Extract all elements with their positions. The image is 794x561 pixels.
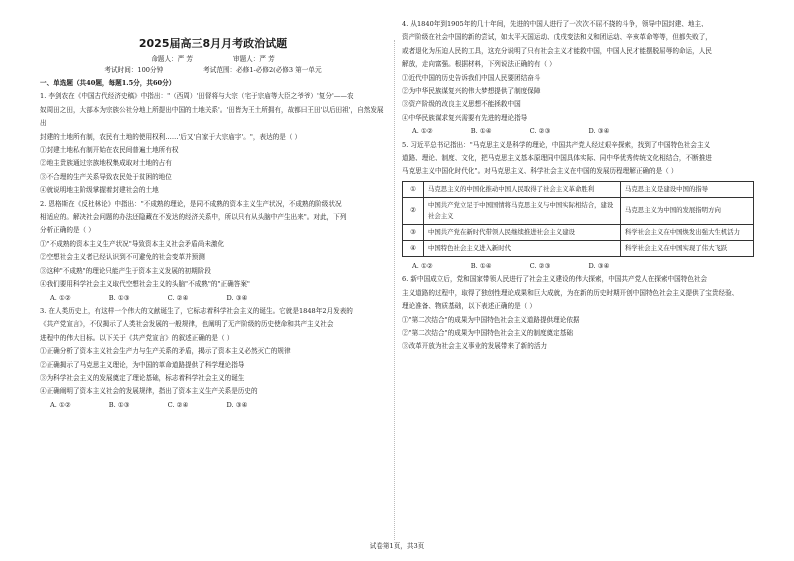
q2-line: 相适应的。解决社会问题的办法还隐藏在不发达的经济关系中，所以只有从头脑中产生出来"。对此，下列 xyxy=(40,213,347,222)
row-conclusion: 马克思主义为中国的发展指明方向 xyxy=(621,197,754,224)
choice-b: B. ①④ xyxy=(470,127,492,136)
choice-d: D. ③④ xyxy=(588,261,610,270)
row-statement: 中国共产党立足于中国国情将马克思主义与中国实际相结合，建设社会主义 xyxy=(424,197,621,224)
table-row xyxy=(403,240,754,256)
q1-line: 1. 李剑农在《中国古代经济史稿》中指出："（西周）'田督将与大宗（宅于宗庙等大臣之爷爷）'复分'——农 xyxy=(40,92,354,101)
row-conclusion: 科学社会主义在中国焕发出强大生机活力 xyxy=(621,224,754,240)
question-1 xyxy=(40,90,386,197)
q2-option: ④我们要用科学社会主义取代空想社会主义的头脑"不成熟"的"正确答案" xyxy=(40,280,250,289)
table-row xyxy=(403,181,754,197)
q1-option: ②地主贵族通过宗族地权集成取对土地的占有 xyxy=(40,159,172,168)
exam-title: 2025届高三8月月考政治试题 xyxy=(138,37,288,50)
q6-option: ②"第二次结合"的成果为中国特色社会主义的制度奠定基础 xyxy=(402,328,573,337)
row-conclusion: 科学社会主义在中国实现了伟大飞跃 xyxy=(621,240,754,256)
row-number: ② xyxy=(403,197,424,224)
q4-option: ③资产阶级的改良主义思想不能拯救中国 xyxy=(402,100,521,109)
q5-line: 马克思主义中国化时代化"。对马克思主义、科学社会主义在中国的发展历程理解正确的是（ ） xyxy=(402,167,678,176)
row-number: ① xyxy=(403,181,424,197)
q3-line: 进程中的伟大目标。以下关于《共产党宣言》的叙述正确的是（ ） xyxy=(40,333,234,342)
q6-option: ①"第二次结合"的成果为中国特色社会主义道路提供理论依据 xyxy=(402,315,580,324)
choice-a: A. ①② xyxy=(412,127,433,136)
q4-option: ④中华民族谋求复兴需要有先进的理论指导 xyxy=(402,113,528,122)
question-5 xyxy=(402,139,754,274)
q6-line: 理论准备、物质基础，以下表述正确的是（ ） xyxy=(402,302,536,311)
exam-time: 考试时间：100分钟 xyxy=(104,66,164,74)
q3-option: ②正确揭示了马克思主义理论，为中国的革命道路提供了科学理论指导 xyxy=(40,360,245,369)
q2-option: ③这种"不成熟"的理论只能产生于资本主义发展的初期阶段 xyxy=(40,266,211,275)
choice-a: A. ①② xyxy=(50,293,71,302)
q2-option: ②空想社会主义者已经认识到不可避免的社会变革并预测 xyxy=(40,253,205,262)
exam-scope: 考试范围：必修1-必修2(必修3 第一单元 xyxy=(203,66,322,74)
choice-a: A. ①② xyxy=(50,400,71,409)
q4-line: 解放，走向富强。根据材料，下列说法正确的有（ ） xyxy=(402,60,556,69)
q6-line: 主义道路的过程中，取得了独创性理论成果和巨大成就，为在新的历史时期开创中国特色社会主义提供了宝贵经验、 xyxy=(402,288,739,297)
reviewer-label: 审题人：严 芳 xyxy=(233,55,275,63)
q3-line: 《共产党宣言》，不仅揭示了人类社会发展的一般规律，也阐明了无产阶级的历史使命和共产主义社会 xyxy=(40,320,334,329)
section-heading: 一、单选题（共40题，每题1.5分，共60分） xyxy=(40,79,176,87)
q4-line: 4. 从1840年到1905年的几十年间，先进的中国人进行了一次次不屈不挠的斗争，领导中国封建、地主、 xyxy=(402,20,708,28)
row-statement: 中国特色社会主义进入新时代 xyxy=(424,240,621,256)
left-column xyxy=(40,18,386,412)
row-statement: 中国共产党在新时代带领人民继续推进社会主义建设 xyxy=(424,224,621,240)
choice-d: D. ③④ xyxy=(226,400,248,409)
choice-b: B. ①④ xyxy=(470,261,492,270)
q1-line: 奴周田之田，大部本为宗族公社分地上所提出中国的土地关系'。'田皆为王土所拥有，故都曰王田'以后田祖'，自然发展出 xyxy=(40,105,384,128)
q4-choices xyxy=(402,125,754,138)
q3-option: ③为科学社会主义的发展奠定了理论基础，标志着科学社会主义的诞生 xyxy=(40,373,245,382)
q6-option: ③改革开放为社会主义事业的发展带来了新的活力 xyxy=(402,342,548,351)
choice-a: A. ①② xyxy=(412,261,433,270)
q1-option: ④就说明地主阶级掌握着封建社会的土地 xyxy=(40,186,159,195)
q5-line: 道路、理论、制度、文化，把马克思主义基本原理同中国具体实际、同中华优秀传统文化相结合，不断推进 xyxy=(402,154,712,163)
table-row xyxy=(403,224,754,240)
choice-c: C. ②③ xyxy=(529,261,551,270)
choice-c: C. ②④ xyxy=(167,293,189,302)
q3-choices xyxy=(40,399,386,412)
row-statement: 马克思主义的中国化推动中国人民取得了社会主义革命胜利 xyxy=(424,181,621,197)
choice-c: C. ②③ xyxy=(529,127,551,136)
question-4 xyxy=(402,18,754,139)
right-column xyxy=(402,18,754,354)
question-2 xyxy=(40,198,386,305)
table-row xyxy=(403,197,754,224)
q4-line: 或者退化为压迫人民的工具，这充分说明了只有社会主义才能救中国，中国人民才能摆脱屈辱的命运，人民 xyxy=(402,46,712,55)
choice-b: B. ①③ xyxy=(108,293,130,302)
q2-line: 分析正确的是（ ） xyxy=(40,226,95,235)
q5-choices xyxy=(402,260,754,273)
page-footer: 试卷第1页，共3页 xyxy=(369,542,425,550)
time-row xyxy=(40,65,386,76)
q5-line: 5. 习近平总书记指出："马克思主义是科学的理论，中国共产党人经过艰辛探索，找到了中国特色社会主义 xyxy=(402,140,711,149)
row-number: ③ xyxy=(403,224,424,240)
choice-d: D. ③④ xyxy=(588,127,610,136)
question-3 xyxy=(40,305,386,412)
row-conclusion: 马克思主义是建设中国的指导 xyxy=(621,181,754,197)
q2-line: 2. 恩格斯在《反杜林论》中指出："不成熟的理论，是同不成熟的资本主义生产状况，不成熟的阶级状况 xyxy=(40,199,342,208)
q1-option: ①封建土地私有制开始在农民间普遍土地所有权 xyxy=(40,146,179,155)
q1-option: ③不合理的生产关系导致农民处于贫困的地位 xyxy=(40,172,172,181)
q1-line: 封建的土地所有制，农民有土地的使用权利……'后又'自家于大宗庙宇'。"，表达的是（ ） xyxy=(40,132,302,141)
q5-table xyxy=(402,181,754,257)
column-divider xyxy=(394,40,395,540)
q4-line: 资产阶级在社会中国的新的尝试，如太平天国运动、戊戌变法和义和团运动、辛亥革命等等，但都失败了， xyxy=(402,33,712,42)
q2-choices xyxy=(40,292,386,305)
q3-option: ①正确分析了资本主义社会生产力与生产关系的矛盾，揭示了资本主义必然灭亡的规律 xyxy=(40,347,291,356)
q4-option: ①近代中国的历史告诉我们中国人民要团结奋斗 xyxy=(402,73,541,82)
choice-c: C. ②④ xyxy=(167,400,189,409)
choice-d: D. ③④ xyxy=(226,293,248,302)
q3-option: ④正确阐明了资本主义社会的发展规律，指出了资本主义生产关系是历史的 xyxy=(40,387,258,396)
setter-label: 命题人：严 芳 xyxy=(151,55,193,63)
q3-line: 3. 在人类历史上，有这样一个伟大的文献诞生了，它标志着科学社会主义的诞生。它就是1848年2月发表的 xyxy=(40,306,353,315)
setter-row xyxy=(40,54,386,65)
choice-b: B. ①③ xyxy=(108,400,130,409)
question-6 xyxy=(402,273,754,353)
q4-option: ②为中华民族谋复兴的伟大梦想提供了制度保障 xyxy=(402,87,541,96)
q2-option: ①"不成熟的资本主义生产状况"导致资本主义社会矛盾尚未激化 xyxy=(40,239,225,248)
row-number: ④ xyxy=(403,240,424,256)
q6-line: 6. 新中国成立后，党和国家带领人民进行了社会主义建设的伟大探索，中国共产党人在探索中国特色社会 xyxy=(402,275,708,284)
